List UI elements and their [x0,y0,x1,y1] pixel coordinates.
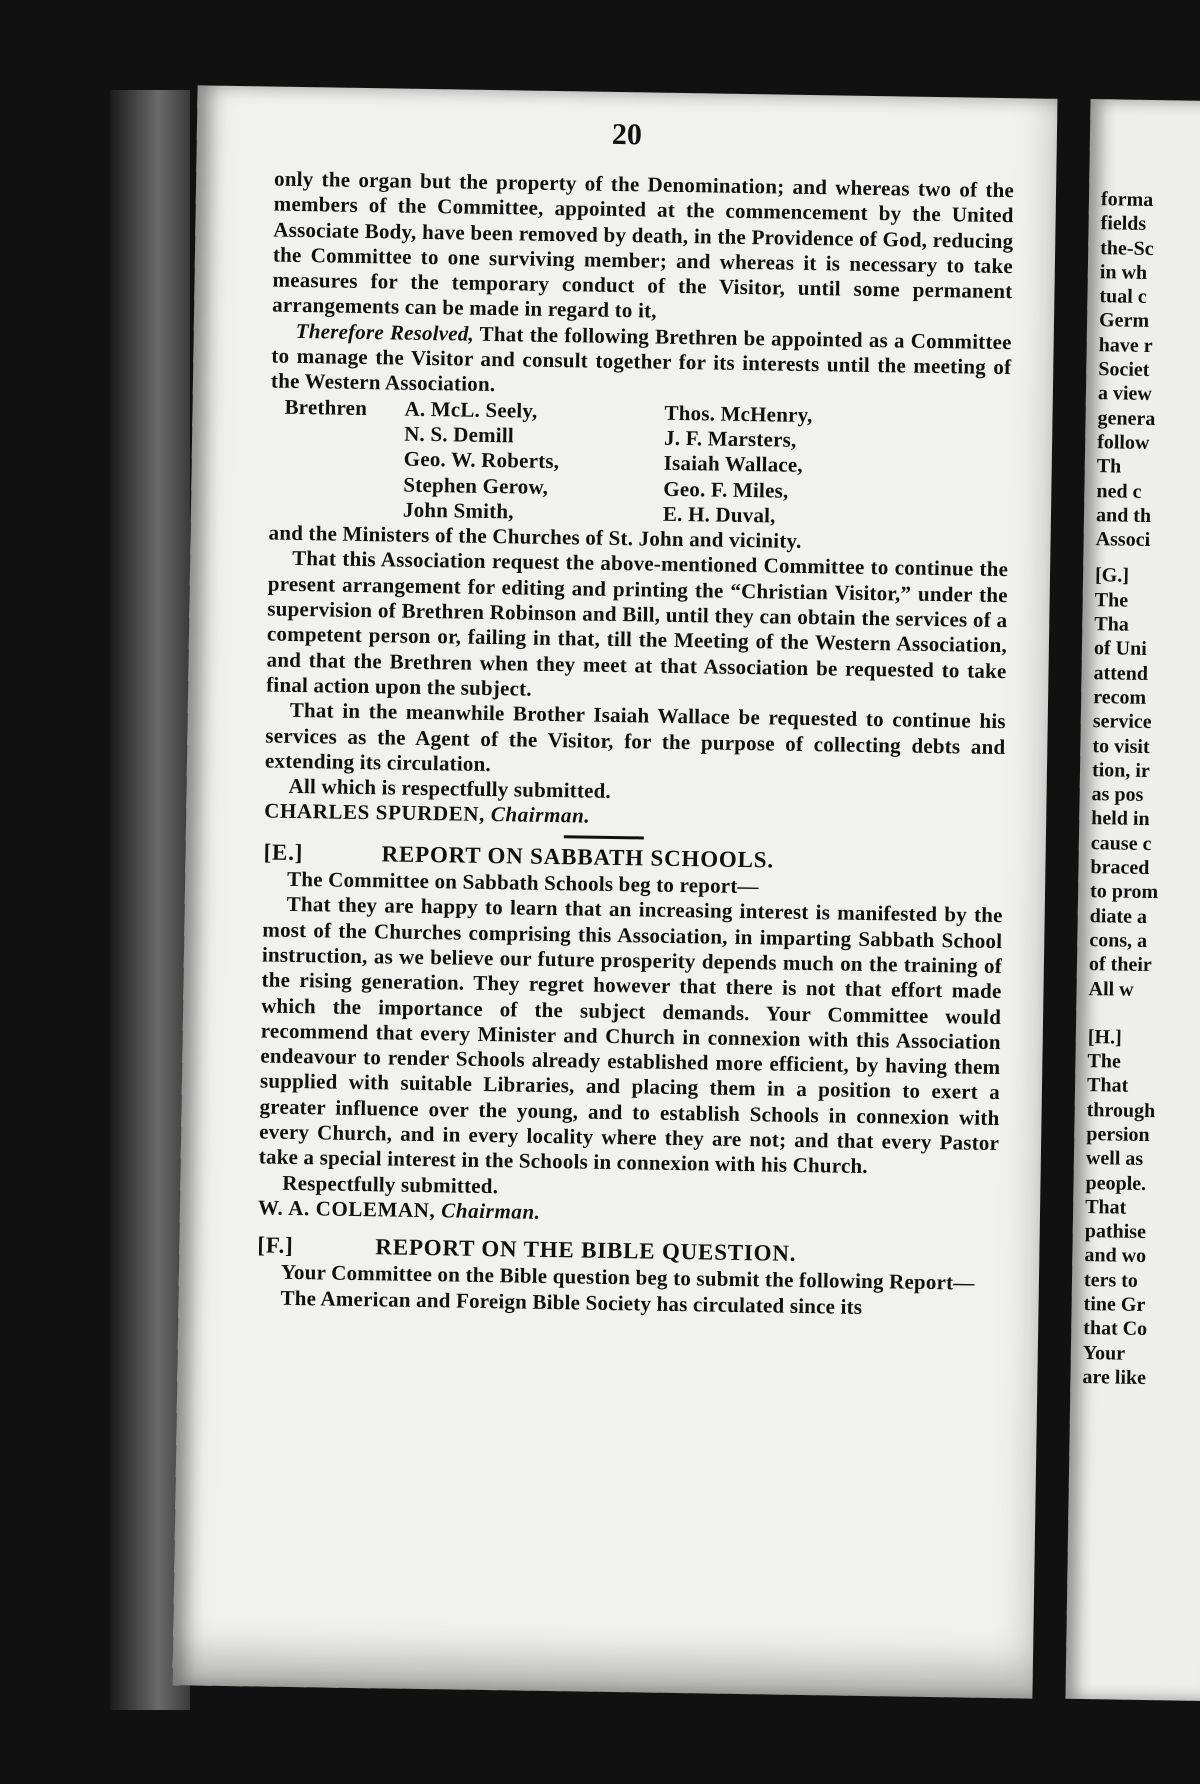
facing-page-line: The [1094,588,1129,612]
facing-page-line: to visit [1092,734,1150,758]
facing-page-line: That [1086,1074,1129,1098]
members-closing: and the Ministers of the Churches of St. John and vicinity. [268,520,802,554]
facing-page-line: the-Sc [1100,236,1154,260]
member-name: Stephen Gerow, [403,472,549,499]
section-closing: Respectfully submitted. [282,1170,499,1198]
facing-page-line: follow [1097,431,1150,454]
facing-page-line: recom [1093,686,1147,709]
facing-page-line: fields [1100,212,1147,236]
committee-members [283,394,1011,532]
facing-page-line: forma [1100,188,1154,211]
paragraph: That in the meanwhile Brother Isaiah Wallace be requested to continue his services as the Agent of the Visitor, for the purpose of collecting debts and extending its circulation. [264,698,1006,776]
facing-page-line: cons, a [1089,928,1148,952]
facing-page-line: Societ [1098,358,1150,382]
facing-page-line: and th [1095,503,1152,527]
facing-page-line: have r [1098,333,1153,357]
facing-page-line: in wh [1099,261,1148,284]
member-name: Isaiah Wallace, [663,450,804,478]
paragraph: That this Association request the above-mentioned Committee to continue the present arrangement for editing and printing the “Christian Visitor,” under the supervision of Brethren Robinson and Bill, until they can obtain the services of a competent person or, failing in that, till the Meeting of the Western Association, and that the Brethren when they meet at that Association be requested to take final action upon the subject. [266,546,1009,701]
facing-page-line: [G.] [1094,564,1130,588]
facing-page-line: and wo [1084,1244,1147,1268]
facing-page-line: pathise [1084,1220,1147,1244]
member-name: E. H. Duval, [662,501,776,528]
facing-page-line: [H.] [1087,1025,1122,1049]
facing-page-line: Your [1082,1341,1126,1365]
facing-page-line: to prom [1089,880,1159,904]
facing-page-line: tion, ir [1091,758,1150,782]
facing-page-line: Associ [1095,528,1151,552]
facing-page-text [1070,99,1200,1391]
facing-page-line: Th [1096,455,1122,478]
member-name: Thos. McHenry, [664,400,813,427]
signature-role: Chairman. [490,802,591,829]
member-name: Geo. W. Roberts, [403,446,560,474]
facing-page-line: Germ [1098,309,1150,333]
page-number: 20 [611,117,643,152]
facing-page-line: cause c [1090,831,1152,855]
facing-page-line: tine Gr [1083,1293,1146,1317]
paragraph: only the organ but the property of the Denomination; and whereas two of the members of the Committee, appointed at the commencement by the United Associate Body, have been removed by death, in the Providence of God, reducing the Committee to one surviving member; and whereas it is necessary to take measures for the temporary conduct of the Visitor, until some permanent arrangements can be made in regard to it, [271,166,1015,324]
book-page [172,85,1057,1698]
page-body [256,167,1014,1323]
member-name: A. McL. Seely, [404,396,538,423]
facing-page-line: through [1086,1098,1156,1122]
facing-page-line: persion [1086,1123,1150,1147]
facing-page-line: Tha [1094,613,1129,636]
paragraph: All which is respectfully submitted. [288,773,612,804]
facing-page-line: are like [1082,1365,1147,1389]
facing-page-line: that Co [1083,1317,1148,1341]
facing-page-line: people. [1085,1171,1147,1195]
member-name: N. S. Demill [403,421,515,448]
signature-name: CHARLES SPURDEN, [264,798,486,827]
signature-role: Chairman. [441,1198,541,1224]
facing-page-line: tual c [1099,285,1147,309]
facing-page-line: ned c [1096,479,1142,503]
section-intro: The Committee on Sabbath Schools beg to report— [286,866,759,899]
section-divider [564,835,644,839]
facing-page-line: service [1092,710,1152,734]
member-name: Geo. F. Miles, [663,476,789,503]
member-name: J. F. Marsters, [663,425,797,452]
section-body: That they are happy to learn that an increasing interest is manifested by the most of the Churches comprising this Association, in imparting Sabbath School instruction, as we believe our future prosperity depends much on the training of the rising generation. They regret however that there is not that effort made which the importance of the subject demands. Your Committee would recommend that every Minister and Church in connexion with this Association endeavour to render Schools already established more efficient, by having them supplied with suitable Libraries, and placing them in a position to exert a greater influence over the young, and to establish Schools in connexion with every Church, and in every locality where they are not; and that every Pastor take a special interest in the Schools in connexion with his Church. [258,892,1003,1179]
signature-name: W. A. COLEMAN, [257,1195,436,1223]
facing-page-line: attend [1093,661,1149,685]
facing-page-line: as pos [1091,783,1144,807]
section-key: [F.] [257,1232,294,1259]
facing-page-line: genera [1097,406,1156,430]
facing-page-line: of their [1088,953,1152,977]
section-key: [E.] [263,839,304,865]
facing-page-line: a view [1097,382,1153,406]
resolved-lead: Therefore Resolved, [295,318,475,346]
facing-page-line: diate a [1089,904,1148,928]
facing-page-line: All w [1088,977,1134,1001]
facing-page-line: well as [1085,1147,1144,1171]
member-name: John Smith, [402,497,514,524]
facing-page-line: The [1087,1050,1121,1073]
members-lead: Brethren [284,394,368,420]
section-intro: Your Committee on the Bible question beg to submit the following Report— [280,1260,975,1296]
facing-page-line: held in [1091,807,1150,831]
resolution-paragraph [271,318,1012,406]
section-body: The American and Foreign Bible Society has circulated since its [280,1285,863,1319]
section-title: REPORT ON SABBATH SCHOOLS. [381,841,775,873]
resolved-text: That the following Brethren be appointed as a Committee to manage the Visitor and consult together for its interests until the meeting of the Western Association. [270,321,1012,397]
facing-page-line: braced [1090,856,1150,880]
facing-page-line: ters to [1083,1268,1139,1292]
facing-page-line: That [1084,1195,1127,1219]
section-title: REPORT ON THE BIBLE QUESTION. [375,1234,797,1267]
facing-page-line: of Uni [1093,637,1147,661]
